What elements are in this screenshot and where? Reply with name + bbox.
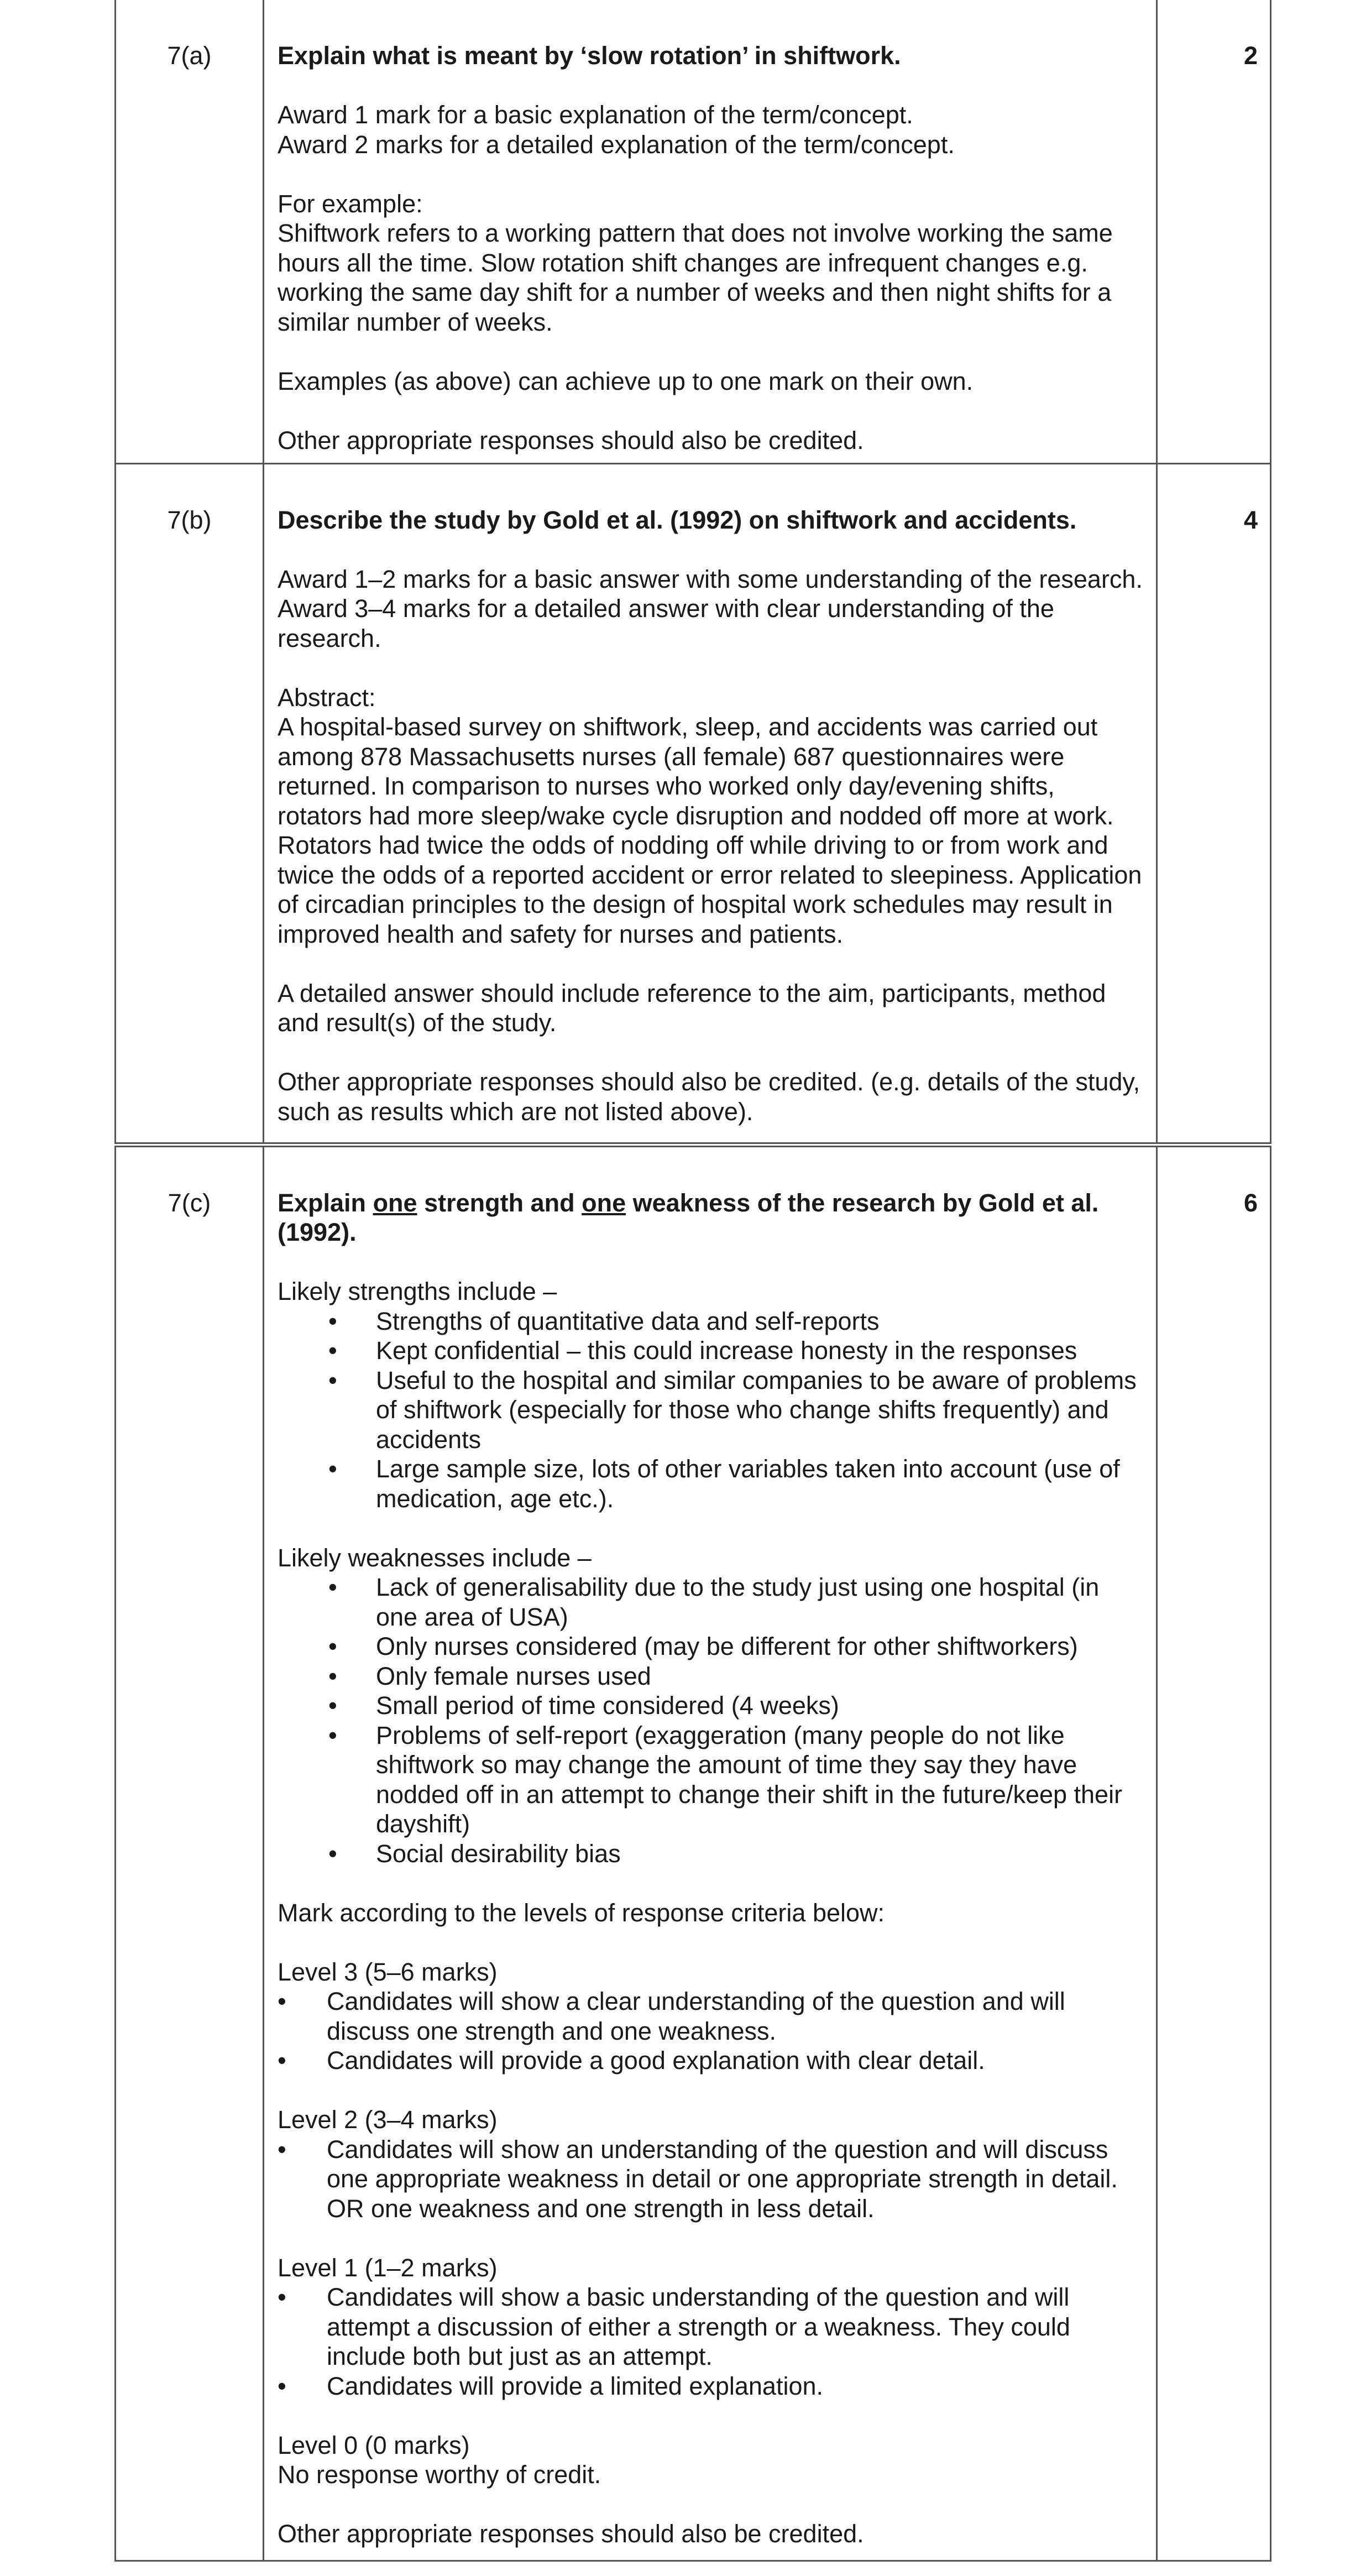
- abstract-text: A hospital-based survey on shiftwork, sleep, and accidents was carried out among 878 Massachusetts nurses (all female) 687 questionnaires were returned. In comparison to nurses who worked only day/evening shifts, rotators had more sleep/wake cycle disruption and nodded off more at work. Rotators had twice the odds of nodding off while driving to or from work and twice the odds of a reported accident or error related to sleepiness. Application of circadian principles to the design of hospital work schedules may result in improved health and safety for nurses and patients.: [278, 713, 1142, 948]
- question-row-7b: [116, 463, 1271, 1145]
- level-2-heading: Level 2 (3–4 marks): [278, 2105, 498, 2134]
- list-item: • Candidates will show a basic understanding of the question and will attempt a discussion of either a strength or a weakness. They could include both but just as an attempt.: [278, 2282, 1144, 2371]
- other-responses-note: Other appropriate responses should also be credited.: [278, 426, 864, 454]
- strengths-list: [278, 1307, 1144, 1514]
- question-number: 7(b): [116, 463, 264, 1145]
- marks-value: 2: [1157, 0, 1271, 463]
- award-line: Award 1 mark for a basic explanation of the term/concept.: [278, 101, 913, 129]
- award-line: Award 2 marks for a detailed explanation of the term/concept.: [278, 130, 955, 159]
- list-item: • Large sample size, lots of other variables taken into account (use of medication, age etc.).: [278, 1454, 1144, 1513]
- level-3-heading: Level 3 (5–6 marks): [278, 1957, 498, 1986]
- level-1-heading: Level 1 (1–2 marks): [278, 2253, 498, 2282]
- level-0-text: No response worthy of credit.: [278, 2460, 601, 2489]
- question-title: Explain what is meant by ‘slow rotation’ in shiftwork.: [278, 41, 901, 70]
- list-item: • Candidates will show an understanding of the question and will discuss one appropriate weakness in detail or one appropriate strength in detail. OR one weakness and one strength in less detail.: [278, 2135, 1144, 2224]
- question-row-7a: [116, 0, 1271, 463]
- example-heading: For example:: [278, 189, 423, 218]
- list-item: • Strengths of quantitative data and self-reports: [278, 1307, 1144, 1336]
- weaknesses-heading: Likely weaknesses include –: [278, 1543, 592, 1572]
- marks-value: 6: [1157, 1145, 1271, 2561]
- list-item: • Kept confidential – this could increase honesty in the responses: [278, 1336, 1144, 1366]
- list-item: • Problems of self-report (exaggeration (many people do not like shiftwork so may change the amount of time they say they have nodded off in an attempt to change their shift in the future/keep their dayshift): [278, 1721, 1144, 1839]
- mark-scheme-table: [114, 0, 1271, 2562]
- award-line: Award 3–4 marks for a detailed answer with clear understanding of the research.: [278, 594, 1054, 652]
- answer-cell: [264, 1145, 1157, 2561]
- list-item: • Social desirability bias: [278, 1839, 1144, 1869]
- answer-cell: [264, 0, 1157, 463]
- weaknesses-list: [278, 1572, 1144, 1868]
- other-responses-note: Other appropriate responses should also be credited.: [278, 2520, 864, 2548]
- level-0-heading: Level 0 (0 marks): [278, 2431, 470, 2459]
- answer-cell: [264, 463, 1157, 1145]
- abstract-heading: Abstract:: [278, 683, 376, 712]
- list-item: • Candidates will provide a limited explanation.: [278, 2371, 1144, 2401]
- list-item: • Useful to the hospital and similar companies to be aware of problems of shiftwork (especially for those who change shifts frequently) and accidents: [278, 1366, 1144, 1455]
- other-responses-note: Other appropriate responses should also be credited. (e.g. details of the study, such as results which are not listed above).: [278, 1068, 1140, 1126]
- list-item: • Only nurses considered (may be different for other shiftworkers): [278, 1632, 1144, 1661]
- level-3-list: [278, 1987, 1144, 2076]
- question-title: Describe the study by Gold et al. (1992) on shiftwork and accidents.: [278, 505, 1077, 534]
- examples-note: Examples (as above) can achieve up to one mark on their own.: [278, 367, 974, 395]
- question-number: 7(c): [116, 1145, 264, 2561]
- strengths-heading: Likely strengths include –: [278, 1277, 557, 1305]
- list-item: • Candidates will provide a good explanation with clear detail.: [278, 2046, 1144, 2076]
- question-title: Explain one strength and one weakness of the research by Gold et al. (1992).: [278, 1188, 1099, 1246]
- list-item: • Only female nurses used: [278, 1661, 1144, 1691]
- detail-note: A detailed answer should include reference to the aim, participants, method and result(s) of the study.: [278, 979, 1106, 1037]
- question-number: 7(a): [116, 0, 264, 463]
- marks-value: 4: [1157, 463, 1271, 1145]
- example-text: Shiftwork refers to a working pattern that does not involve working the same hours all the time. Slow rotation shift changes are infrequent changes e.g. working the same day shift for a number of weeks and then night shifts for a similar number of weeks.: [278, 219, 1113, 336]
- level-1-list: [278, 2282, 1144, 2401]
- award-line: Award 1–2 marks for a basic answer with some understanding of the research.: [278, 565, 1143, 593]
- list-item: • Candidates will show a clear understanding of the question and will discuss one strength and one weakness.: [278, 1987, 1144, 2046]
- question-row-7c: [116, 1145, 1271, 2561]
- levels-intro: Mark according to the levels of response criteria below:: [278, 1898, 885, 1927]
- level-2-list: [278, 2135, 1144, 2224]
- underlined-word: one: [373, 1188, 417, 1217]
- list-item: • Lack of generalisability due to the study just using one hospital (in one area of USA): [278, 1572, 1144, 1632]
- list-item: • Small period of time considered (4 weeks): [278, 1691, 1144, 1721]
- underlined-word: one: [582, 1188, 626, 1217]
